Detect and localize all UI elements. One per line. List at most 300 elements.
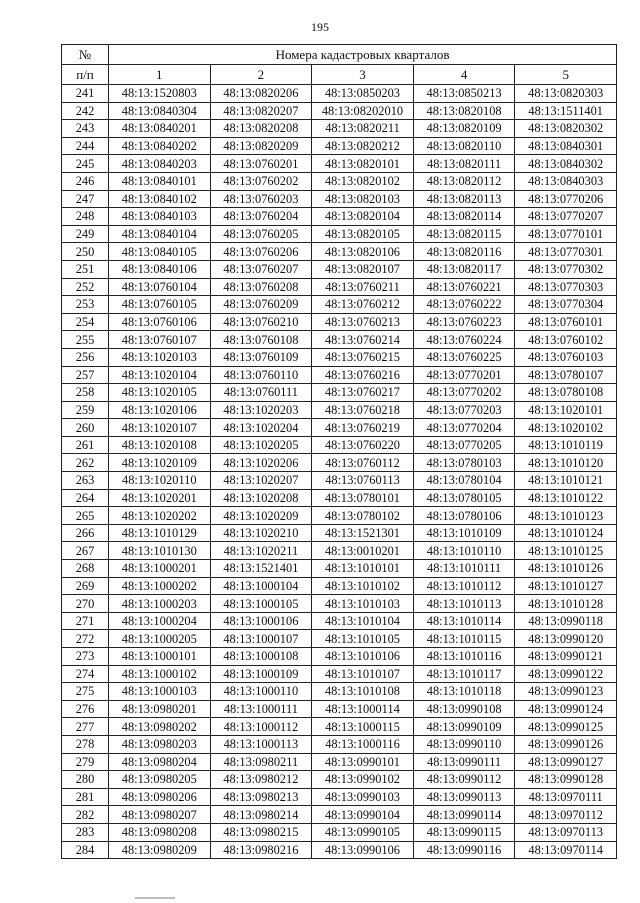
row-number-cell: 264 xyxy=(62,489,109,507)
cadastral-number-cell: 48:13:1000202 xyxy=(109,577,211,595)
cadastral-number-cell: 48:13:0980215 xyxy=(210,823,312,841)
cadastral-number-cell: 48:13:1020209 xyxy=(210,507,312,525)
cadastral-number-cell: 48:13:0760224 xyxy=(413,331,515,349)
cadastral-number-cell: 48:13:1010101 xyxy=(312,560,414,578)
cadastral-number-cell: 48:13:0990113 xyxy=(413,788,515,806)
row-number-cell: 284 xyxy=(62,841,109,859)
cadastral-number-cell: 48:13:1000101 xyxy=(109,648,211,666)
cadastral-number-cell: 48:13:1020205 xyxy=(210,436,312,454)
table-row xyxy=(62,524,617,542)
table-row xyxy=(62,243,617,261)
cadastral-number-cell: 48:13:0990110 xyxy=(413,735,515,753)
row-number-cell: 265 xyxy=(62,507,109,525)
cadastral-number-cell: 48:13:1020211 xyxy=(210,542,312,560)
table-row xyxy=(62,630,617,648)
row-number-cell: 281 xyxy=(62,788,109,806)
header-col-2: 2 xyxy=(210,65,312,85)
cadastral-number-cell: 48:13:0820106 xyxy=(312,243,414,261)
cadastral-number-cell: 48:13:0970113 xyxy=(515,823,617,841)
cadastral-number-cell: 48:13:0770201 xyxy=(413,366,515,384)
table-row xyxy=(62,507,617,525)
cadastral-number-cell: 48:13:0760101 xyxy=(515,313,617,331)
cadastral-number-cell: 48:13:0980216 xyxy=(210,841,312,859)
header-num-bottom: п/п xyxy=(62,65,109,85)
row-number-cell: 263 xyxy=(62,472,109,490)
cadastral-number-cell: 48:13:0760112 xyxy=(312,454,414,472)
row-number-cell: 251 xyxy=(62,260,109,278)
cadastral-number-cell: 48:13:1521301 xyxy=(312,524,414,542)
cadastral-number-cell: 48:13:0840304 xyxy=(109,102,211,120)
cadastral-number-cell: 48:13:0980212 xyxy=(210,771,312,789)
row-number-cell: 279 xyxy=(62,753,109,771)
cadastral-number-cell: 48:13:0990114 xyxy=(413,806,515,824)
row-number-cell: 247 xyxy=(62,190,109,208)
cadastral-number-cell: 48:13:0760216 xyxy=(312,366,414,384)
cadastral-number-cell: 48:13:1000204 xyxy=(109,612,211,630)
table-row xyxy=(62,489,617,507)
cadastral-number-cell: 48:13:1020201 xyxy=(109,489,211,507)
cadastral-number-cell: 48:13:0770203 xyxy=(413,401,515,419)
cadastral-number-cell: 48:13:1010121 xyxy=(515,472,617,490)
row-number-cell: 278 xyxy=(62,735,109,753)
cadastral-number-cell: 48:13:0760223 xyxy=(413,313,515,331)
row-number-cell: 244 xyxy=(62,137,109,155)
cadastral-number-cell: 48:13:0760110 xyxy=(210,366,312,384)
table-row xyxy=(62,137,617,155)
table-row xyxy=(62,542,617,560)
row-number-cell: 256 xyxy=(62,348,109,366)
row-number-cell: 266 xyxy=(62,524,109,542)
cadastral-number-cell: 48:13:1010124 xyxy=(515,524,617,542)
row-number-cell: 275 xyxy=(62,683,109,701)
cadastral-number-cell: 48:13:1000105 xyxy=(210,595,312,613)
cadastral-number-cell: 48:13:0980206 xyxy=(109,788,211,806)
row-number-cell: 259 xyxy=(62,401,109,419)
cadastral-number-cell: 48:13:1010119 xyxy=(515,436,617,454)
cadastral-number-cell: 48:13:1520803 xyxy=(109,85,211,103)
cadastral-number-cell: 48:13:0990102 xyxy=(312,771,414,789)
cadastral-number-cell: 48:13:1020106 xyxy=(109,401,211,419)
cadastral-number-cell: 48:13:0850213 xyxy=(413,85,515,103)
row-number-cell: 271 xyxy=(62,612,109,630)
cadastral-number-cell: 48:13:0990106 xyxy=(312,841,414,859)
cadastral-number-cell: 48:13:0990124 xyxy=(515,700,617,718)
cadastral-number-cell: 48:13:0990116 xyxy=(413,841,515,859)
header-col-5: 5 xyxy=(515,65,617,85)
cadastral-number-cell: 48:13:0970114 xyxy=(515,841,617,859)
row-number-cell: 241 xyxy=(62,85,109,103)
cadastral-number-cell: 48:13:0760105 xyxy=(109,296,211,314)
cadastral-number-cell: 48:13:1010116 xyxy=(413,648,515,666)
cadastral-number-cell: 48:13:0820107 xyxy=(312,260,414,278)
table-row xyxy=(62,577,617,595)
table-row xyxy=(62,753,617,771)
table-row xyxy=(62,384,617,402)
table-row xyxy=(62,595,617,613)
cadastral-number-cell: 48:13:0820112 xyxy=(413,172,515,190)
cadastral-number-cell: 48:13:0760107 xyxy=(109,331,211,349)
cadastral-number-cell: 48:13:0990118 xyxy=(515,612,617,630)
cadastral-number-cell: 48:13:1010104 xyxy=(312,612,414,630)
cadastral-number-cell: 48:13:0820206 xyxy=(210,85,312,103)
table-row xyxy=(62,102,617,120)
table-row xyxy=(62,278,617,296)
cadastral-number-cell: 48:13:1020110 xyxy=(109,472,211,490)
cadastral-number-cell: 48:13:1000113 xyxy=(210,735,312,753)
cadastral-number-cell: 48:13:1010127 xyxy=(515,577,617,595)
cadastral-number-cell: 48:13:1010103 xyxy=(312,595,414,613)
cadastral-number-cell: 48:13:1010109 xyxy=(413,524,515,542)
cadastral-number-cell: 48:13:1020102 xyxy=(515,419,617,437)
cadastral-number-cell: 48:13:1010112 xyxy=(413,577,515,595)
table-row xyxy=(62,841,617,859)
cadastral-number-cell: 48:13:0760205 xyxy=(210,225,312,243)
cadastral-number-cell: 48:13:1010118 xyxy=(413,683,515,701)
cadastral-number-cell: 48:13:1010111 xyxy=(413,560,515,578)
cadastral-number-cell: 48:13:1000203 xyxy=(109,595,211,613)
cadastral-number-cell: 48:13:0820113 xyxy=(413,190,515,208)
table-row xyxy=(62,436,617,454)
row-number-cell: 250 xyxy=(62,243,109,261)
cadastral-number-cell: 48:13:0820207 xyxy=(210,102,312,120)
cadastral-number-cell: 48:13:1010123 xyxy=(515,507,617,525)
cadastral-number-cell: 48:13:0770204 xyxy=(413,419,515,437)
cadastral-number-cell: 48:13:1010129 xyxy=(109,524,211,542)
table-row xyxy=(62,788,617,806)
row-number-cell: 253 xyxy=(62,296,109,314)
scan-artifact-line xyxy=(135,897,175,899)
table-row xyxy=(62,208,617,226)
cadastral-number-cell: 48:13:0760211 xyxy=(312,278,414,296)
table-row xyxy=(62,718,617,736)
cadastral-number-cell: 48:13:1010110 xyxy=(413,542,515,560)
cadastral-number-cell: 48:13:0820114 xyxy=(413,208,515,226)
table-header xyxy=(62,45,617,85)
row-number-cell: 246 xyxy=(62,172,109,190)
cadastral-number-cell: 48:13:0840104 xyxy=(109,225,211,243)
cadastral-number-cell: 48:13:1010126 xyxy=(515,560,617,578)
cadastral-number-cell: 48:13:0760219 xyxy=(312,419,414,437)
row-number-cell: 258 xyxy=(62,384,109,402)
cadastral-number-cell: 48:13:0760111 xyxy=(210,384,312,402)
header-num-top: № xyxy=(62,45,109,65)
cadastral-number-cell: 48:13:1020204 xyxy=(210,419,312,437)
cadastral-number-cell: 48:13:0990111 xyxy=(413,753,515,771)
cadastral-number-cell: 48:13:0760102 xyxy=(515,331,617,349)
row-number-cell: 252 xyxy=(62,278,109,296)
table-row xyxy=(62,366,617,384)
cadastral-number-cell: 48:13:0770101 xyxy=(515,225,617,243)
cadastral-number-cell: 48:13:0760220 xyxy=(312,436,414,454)
row-number-cell: 249 xyxy=(62,225,109,243)
cadastral-number-cell: 48:13:1020109 xyxy=(109,454,211,472)
cadastral-number-cell: 48:13:0760109 xyxy=(210,348,312,366)
cadastral-number-cell: 48:13:0840203 xyxy=(109,155,211,173)
cadastral-number-cell: 48:13:1010102 xyxy=(312,577,414,595)
cadastral-number-cell: 48:13:0760106 xyxy=(109,313,211,331)
cadastral-number-cell: 48:13:0760212 xyxy=(312,296,414,314)
cadastral-number-cell: 48:13:1000108 xyxy=(210,648,312,666)
cadastral-number-cell: 48:13:0760209 xyxy=(210,296,312,314)
cadastral-number-cell: 48:13:0990109 xyxy=(413,718,515,736)
header-row-top xyxy=(62,45,617,65)
row-number-cell: 282 xyxy=(62,806,109,824)
cadastral-number-cell: 48:13:0990120 xyxy=(515,630,617,648)
table-row xyxy=(62,665,617,683)
cadastral-number-cell: 48:13:0840201 xyxy=(109,120,211,138)
cadastral-number-cell: 48:13:1020206 xyxy=(210,454,312,472)
cadastral-number-cell: 48:13:0760213 xyxy=(312,313,414,331)
cadastral-number-cell: 48:13:1010120 xyxy=(515,454,617,472)
cadastral-number-cell: 48:13:0990122 xyxy=(515,665,617,683)
cadastral-number-cell: 48:13:0820105 xyxy=(312,225,414,243)
cadastral-number-cell: 48:13:0760208 xyxy=(210,278,312,296)
table-row xyxy=(62,155,617,173)
table-row xyxy=(62,85,617,103)
table-row xyxy=(62,823,617,841)
cadastral-number-cell: 48:13:1010105 xyxy=(312,630,414,648)
cadastral-number-cell: 48:13:0780106 xyxy=(413,507,515,525)
table-row xyxy=(62,296,617,314)
row-number-cell: 254 xyxy=(62,313,109,331)
cadastral-number-cell: 48:13:0770205 xyxy=(413,436,515,454)
cadastral-number-cell: 48:13:0760207 xyxy=(210,260,312,278)
cadastral-number-cell: 48:13:1000102 xyxy=(109,665,211,683)
cadastral-number-cell: 48:13:1000111 xyxy=(210,700,312,718)
cadastral-number-cell: 48:13:0760204 xyxy=(210,208,312,226)
cadastral-number-cell: 48:13:1020203 xyxy=(210,401,312,419)
row-number-cell: 261 xyxy=(62,436,109,454)
cadastral-number-cell: 48:13:0980208 xyxy=(109,823,211,841)
cadastral-number-cell: 48:13:0820117 xyxy=(413,260,515,278)
cadastral-number-cell: 48:13:1000205 xyxy=(109,630,211,648)
cadastral-number-cell: 48:13:0780108 xyxy=(515,384,617,402)
cadastral-number-cell: 48:13:0770207 xyxy=(515,208,617,226)
row-number-cell: 257 xyxy=(62,366,109,384)
row-number-cell: 255 xyxy=(62,331,109,349)
row-number-cell: 272 xyxy=(62,630,109,648)
cadastral-number-cell: 48:13:1020104 xyxy=(109,366,211,384)
cadastral-number-cell: 48:13:0980202 xyxy=(109,718,211,736)
header-group-title: Номера кадастровых кварталов xyxy=(109,45,617,65)
cadastral-number-cell: 48:13:0820303 xyxy=(515,85,617,103)
cadastral-number-cell: 48:13:0990125 xyxy=(515,718,617,736)
cadastral-number-cell: 48:13:1000104 xyxy=(210,577,312,595)
cadastral-number-cell: 48:13:0970111 xyxy=(515,788,617,806)
cadastral-number-cell: 48:13:0840202 xyxy=(109,137,211,155)
row-number-cell: 280 xyxy=(62,771,109,789)
cadastral-number-cell: 48:13:0820110 xyxy=(413,137,515,155)
cadastral-number-cell: 48:13:0820104 xyxy=(312,208,414,226)
cadastral-number-cell: 48:13:1000103 xyxy=(109,683,211,701)
table-row xyxy=(62,771,617,789)
cadastral-number-cell: 48:13:0840303 xyxy=(515,172,617,190)
cadastral-number-cell: 48:13:0820208 xyxy=(210,120,312,138)
cadastral-number-cell: 48:13:0820115 xyxy=(413,225,515,243)
cadastral-number-cell: 48:13:1010128 xyxy=(515,595,617,613)
cadastral-number-cell: 48:13:0820116 xyxy=(413,243,515,261)
cadastral-number-cell: 48:13:1020107 xyxy=(109,419,211,437)
cadastral-number-cell: 48:13:0760217 xyxy=(312,384,414,402)
cadastral-number-cell: 48:13:0010201 xyxy=(312,542,414,560)
cadastral-number-cell: 48:13:1000114 xyxy=(312,700,414,718)
cadastral-number-cell: 48:13:0990128 xyxy=(515,771,617,789)
cadastral-number-cell: 48:13:0760202 xyxy=(210,172,312,190)
row-number-cell: 242 xyxy=(62,102,109,120)
cadastral-number-cell: 48:13:0820108 xyxy=(413,102,515,120)
table-row xyxy=(62,120,617,138)
cadastral-number-cell: 48:13:1000116 xyxy=(312,735,414,753)
cadastral-number-cell: 48:13:1020210 xyxy=(210,524,312,542)
cadastral-number-cell: 48:13:0760215 xyxy=(312,348,414,366)
cadastral-number-cell: 48:13:0770301 xyxy=(515,243,617,261)
cadastral-number-cell: 48:13:0780105 xyxy=(413,489,515,507)
row-number-cell: 274 xyxy=(62,665,109,683)
row-number-cell: 267 xyxy=(62,542,109,560)
cadastral-number-cell: 48:13:1511401 xyxy=(515,102,617,120)
cadastral-number-cell: 48:13:0780107 xyxy=(515,366,617,384)
table-row xyxy=(62,560,617,578)
cadastral-number-cell: 48:13:0840102 xyxy=(109,190,211,208)
cadastral-number-cell: 48:13:1020101 xyxy=(515,401,617,419)
cadastral-number-cell: 48:13:1000107 xyxy=(210,630,312,648)
cadastral-number-cell: 48:13:1010130 xyxy=(109,542,211,560)
table-row xyxy=(62,313,617,331)
cadastral-number-cell: 48:13:0770303 xyxy=(515,278,617,296)
table-row xyxy=(62,454,617,472)
cadastral-number-cell: 48:13:08202010 xyxy=(312,102,414,120)
header-col-4: 4 xyxy=(413,65,515,85)
table-row xyxy=(62,612,617,630)
cadastral-number-cell: 48:13:0840105 xyxy=(109,243,211,261)
cadastral-number-cell: 48:13:0760222 xyxy=(413,296,515,314)
table-row xyxy=(62,348,617,366)
cadastral-number-cell: 48:13:0760218 xyxy=(312,401,414,419)
cadastral-number-cell: 48:13:0990123 xyxy=(515,683,617,701)
cadastral-number-cell: 48:13:0780101 xyxy=(312,489,414,507)
cadastral-number-cell: 48:13:1020103 xyxy=(109,348,211,366)
cadastral-number-cell: 48:13:0990105 xyxy=(312,823,414,841)
table-row xyxy=(62,648,617,666)
cadastral-number-cell: 48:13:0990101 xyxy=(312,753,414,771)
row-number-cell: 248 xyxy=(62,208,109,226)
cadastral-number-cell: 48:13:0760108 xyxy=(210,331,312,349)
cadastral-number-cell: 48:13:0760103 xyxy=(515,348,617,366)
cadastral-number-cell: 48:13:1010125 xyxy=(515,542,617,560)
cadastral-number-cell: 48:13:0820111 xyxy=(413,155,515,173)
cadastral-number-cell: 48:13:1000112 xyxy=(210,718,312,736)
row-number-cell: 262 xyxy=(62,454,109,472)
table-row xyxy=(62,700,617,718)
cadastral-number-cell: 48:13:0760201 xyxy=(210,155,312,173)
cadastral-number-cell: 48:13:0820209 xyxy=(210,137,312,155)
cadastral-number-cell: 48:13:0820102 xyxy=(312,172,414,190)
cadastral-number-cell: 48:13:0990103 xyxy=(312,788,414,806)
cadastral-number-cell: 48:13:0760225 xyxy=(413,348,515,366)
cadastral-number-cell: 48:13:0760104 xyxy=(109,278,211,296)
row-number-cell: 269 xyxy=(62,577,109,595)
cadastral-number-cell: 48:13:1010117 xyxy=(413,665,515,683)
table-body xyxy=(62,85,617,859)
cadastral-number-cell: 48:13:1010114 xyxy=(413,612,515,630)
cadastral-number-cell: 48:13:0980213 xyxy=(210,788,312,806)
cadastral-number-cell: 48:13:0990127 xyxy=(515,753,617,771)
cadastral-number-cell: 48:13:0820302 xyxy=(515,120,617,138)
cadastral-number-cell: 48:13:1010107 xyxy=(312,665,414,683)
cadastral-number-cell: 48:13:1000201 xyxy=(109,560,211,578)
cadastral-number-cell: 48:13:0780102 xyxy=(312,507,414,525)
row-number-cell: 268 xyxy=(62,560,109,578)
page-number: 195 xyxy=(311,20,329,34)
cadastral-table xyxy=(61,44,617,859)
cadastral-number-cell: 48:13:1000115 xyxy=(312,718,414,736)
cadastral-number-cell: 48:13:0760221 xyxy=(413,278,515,296)
table-row xyxy=(62,260,617,278)
table-row xyxy=(62,225,617,243)
cadastral-number-cell: 48:13:0820212 xyxy=(312,137,414,155)
cadastral-number-cell: 48:13:0780104 xyxy=(413,472,515,490)
cadastral-number-cell: 48:13:0840101 xyxy=(109,172,211,190)
cadastral-number-cell: 48:13:0760214 xyxy=(312,331,414,349)
cadastral-number-cell: 48:13:1020208 xyxy=(210,489,312,507)
cadastral-number-cell: 48:13:0990115 xyxy=(413,823,515,841)
table-row xyxy=(62,735,617,753)
cadastral-number-cell: 48:13:1020108 xyxy=(109,436,211,454)
cadastral-number-cell: 48:13:0760113 xyxy=(312,472,414,490)
cadastral-number-cell: 48:13:1010122 xyxy=(515,489,617,507)
row-number-cell: 245 xyxy=(62,155,109,173)
cadastral-number-cell: 48:13:0980209 xyxy=(109,841,211,859)
row-number-cell: 260 xyxy=(62,419,109,437)
header-row-bottom xyxy=(62,65,617,85)
cadastral-number-cell: 48:13:1000109 xyxy=(210,665,312,683)
cadastral-number-cell: 48:13:0770202 xyxy=(413,384,515,402)
cadastral-number-cell: 48:13:1020207 xyxy=(210,472,312,490)
table-row xyxy=(62,683,617,701)
cadastral-number-cell: 48:13:0980203 xyxy=(109,735,211,753)
cadastral-number-cell: 48:13:1010106 xyxy=(312,648,414,666)
row-number-cell: 243 xyxy=(62,120,109,138)
cadastral-number-cell: 48:13:0760203 xyxy=(210,190,312,208)
cadastral-number-cell: 48:13:1010113 xyxy=(413,595,515,613)
cadastral-number-cell: 48:13:1010115 xyxy=(413,630,515,648)
cadastral-number-cell: 48:13:0780103 xyxy=(413,454,515,472)
cadastral-number-cell: 48:13:1521401 xyxy=(210,560,312,578)
cadastral-number-cell: 48:13:0990121 xyxy=(515,648,617,666)
header-col-3: 3 xyxy=(312,65,414,85)
table-row xyxy=(62,806,617,824)
cadastral-number-cell: 48:13:0820103 xyxy=(312,190,414,208)
table-row xyxy=(62,190,617,208)
cadastral-number-cell: 48:13:0970112 xyxy=(515,806,617,824)
cadastral-number-cell: 48:13:0820109 xyxy=(413,120,515,138)
header-col-1: 1 xyxy=(109,65,211,85)
cadastral-number-cell: 48:13:1000106 xyxy=(210,612,312,630)
cadastral-number-cell: 48:13:0980201 xyxy=(109,700,211,718)
table-row xyxy=(62,472,617,490)
cadastral-number-cell: 48:13:0980204 xyxy=(109,753,211,771)
cadastral-number-cell: 48:13:0980211 xyxy=(210,753,312,771)
cadastral-number-cell: 48:13:0840103 xyxy=(109,208,211,226)
cadastral-number-cell: 48:13:0820211 xyxy=(312,120,414,138)
cadastral-number-cell: 48:13:0980214 xyxy=(210,806,312,824)
row-number-cell: 270 xyxy=(62,595,109,613)
cadastral-number-cell: 48:13:0770302 xyxy=(515,260,617,278)
cadastral-number-cell: 48:13:1010108 xyxy=(312,683,414,701)
cadastral-number-cell: 48:13:1020202 xyxy=(109,507,211,525)
row-number-cell: 283 xyxy=(62,823,109,841)
cadastral-number-cell: 48:13:0840302 xyxy=(515,155,617,173)
